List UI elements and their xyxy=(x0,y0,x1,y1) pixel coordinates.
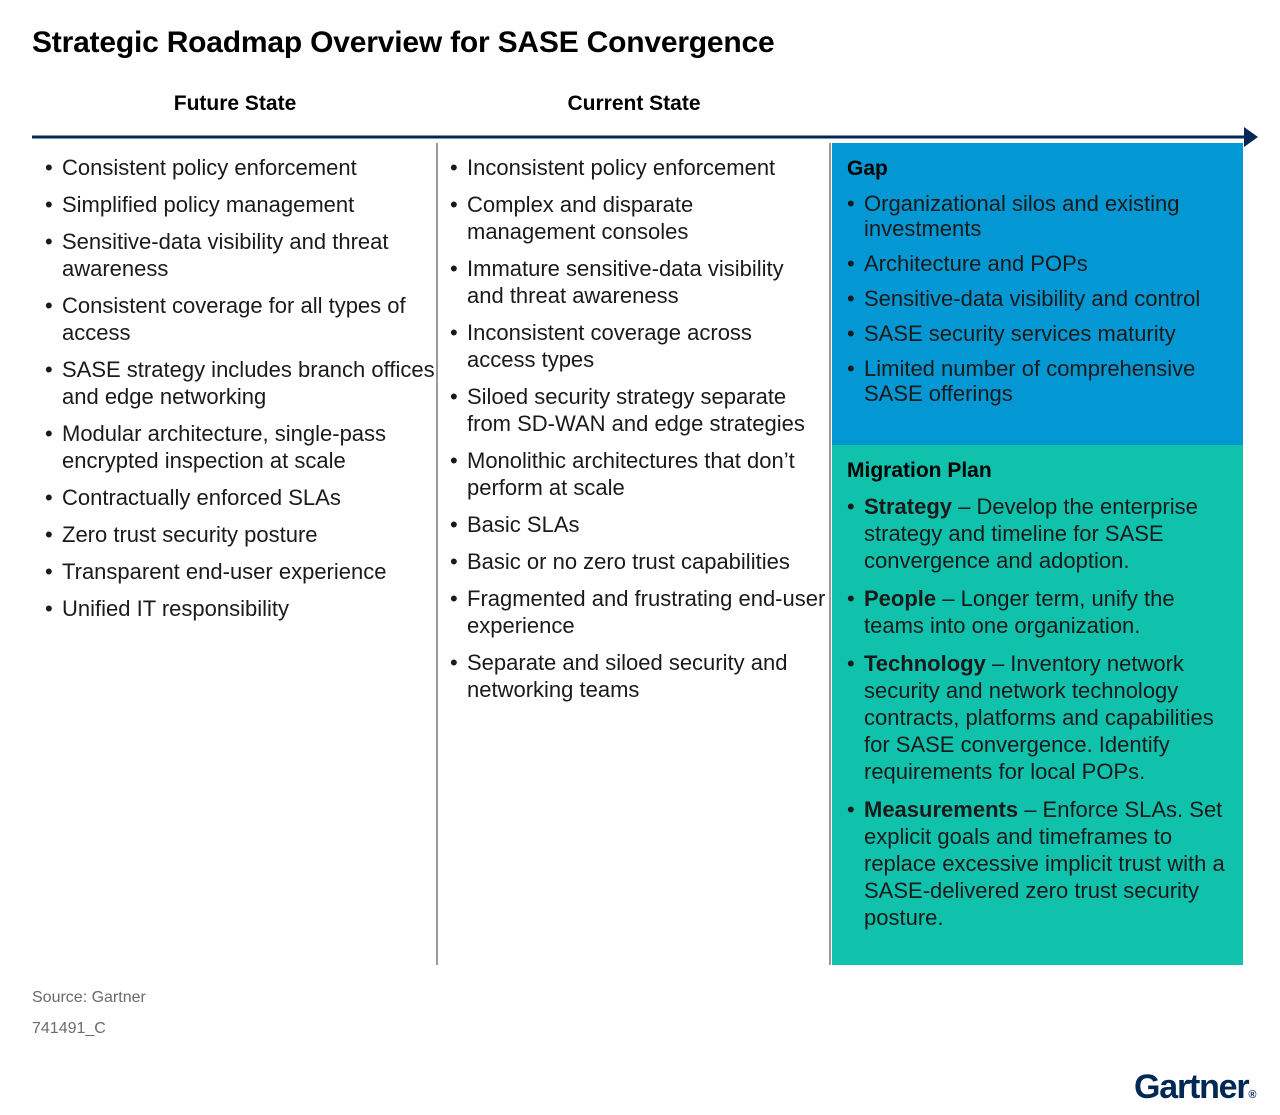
future-state-column xyxy=(45,154,437,632)
list-item: • Contractually enforced SLAs xyxy=(45,484,437,511)
list-item: • Basic or no zero trust capabilities xyxy=(450,548,826,575)
list-item: • Sensitive-data visibility and threat awareness xyxy=(45,228,437,282)
list-item: • Separate and siloed security and networking teams xyxy=(450,649,826,703)
list-item: • Architecture and POPs xyxy=(847,251,1237,276)
column-divider-2 xyxy=(829,143,831,965)
list-item: • Organizational silos and existing investments xyxy=(847,191,1237,241)
list-item: • Complex and disparate management consoles xyxy=(450,191,826,245)
source-note: Source: Gartner xyxy=(32,989,146,1006)
migration-plan-list xyxy=(847,493,1237,942)
list-item: • Consistent coverage for all types of access xyxy=(45,292,437,346)
gartner-logo xyxy=(1134,1068,1257,1107)
list-item: • Inconsistent coverage across access types xyxy=(450,319,826,373)
migration-keyword: Measurements xyxy=(864,797,1019,822)
list-item: • Monolithic architectures that don’t perform at scale xyxy=(450,447,826,501)
current-state-list xyxy=(450,154,826,703)
migration-keyword: People xyxy=(864,586,937,611)
migration-description: – Longer term, unify the teams into one organization. xyxy=(864,586,1175,638)
migration-plan-title: Migration Plan xyxy=(847,459,992,482)
list-item: • Simplified policy management xyxy=(45,191,437,218)
gap-title: Gap xyxy=(847,157,888,180)
logo-registered-mark: ® xyxy=(1248,1089,1257,1101)
list-item: • Inconsistent policy enforcement xyxy=(450,154,826,181)
list-item: • Sensitive-data visibility and control xyxy=(847,286,1237,311)
list-item: • Zero trust security posture xyxy=(45,521,437,548)
list-item: • Transparent end-user experience xyxy=(45,558,437,585)
current-state-header: Current State xyxy=(567,92,701,115)
list-item: • SASE strategy includes branch offices and edge networking xyxy=(45,356,437,410)
list-item: • SASE security services maturity xyxy=(847,321,1237,346)
future-state-list xyxy=(45,154,437,622)
list-item: • Immature sensitive-data visibility and threat awareness xyxy=(450,255,826,309)
gap-list xyxy=(847,191,1237,416)
list-item: • Modular architecture, single-pass encrypted inspection at scale xyxy=(45,420,437,474)
logo-text: Gartner xyxy=(1134,1068,1249,1106)
migration-plan-panel xyxy=(832,445,1243,965)
list-item: • Basic SLAs xyxy=(450,511,826,538)
migration-description: – Develop the enterprise strategy and timeline for SASE convergence and adoption. xyxy=(864,494,1198,573)
page-title: Strategic Roadmap Overview for SASE Convergence xyxy=(32,26,775,59)
gap-panel xyxy=(832,143,1243,445)
list-item: • Limited number of comprehensive SASE offerings xyxy=(847,356,1237,406)
list-item: • Unified IT responsibility xyxy=(45,595,437,622)
list-item xyxy=(847,650,1237,785)
list-item: • Consistent policy enforcement xyxy=(45,154,437,181)
migration-keyword: Strategy xyxy=(864,494,953,519)
list-item: • Siloed security strategy separate from SD-WAN and edge strategies xyxy=(450,383,826,437)
list-item: • Fragmented and frustrating end-user experience xyxy=(450,585,826,639)
current-state-column xyxy=(450,154,826,713)
list-item xyxy=(847,493,1237,574)
migration-description: – Inventory network security and network technology contracts, platforms and capabilities for SASE convergence. Identify requirements for local POPs. xyxy=(864,651,1214,784)
list-item xyxy=(847,796,1237,931)
future-state-header: Future State xyxy=(173,92,297,115)
migration-description: – Enforce SLAs. Set explicit goals and timeframes to replace excessive implicit trust with a SASE-delivered zero trust security posture. xyxy=(864,797,1225,930)
figure-id: 741491_C xyxy=(32,1020,106,1037)
migration-keyword: Technology xyxy=(864,651,986,676)
list-item xyxy=(847,585,1237,639)
